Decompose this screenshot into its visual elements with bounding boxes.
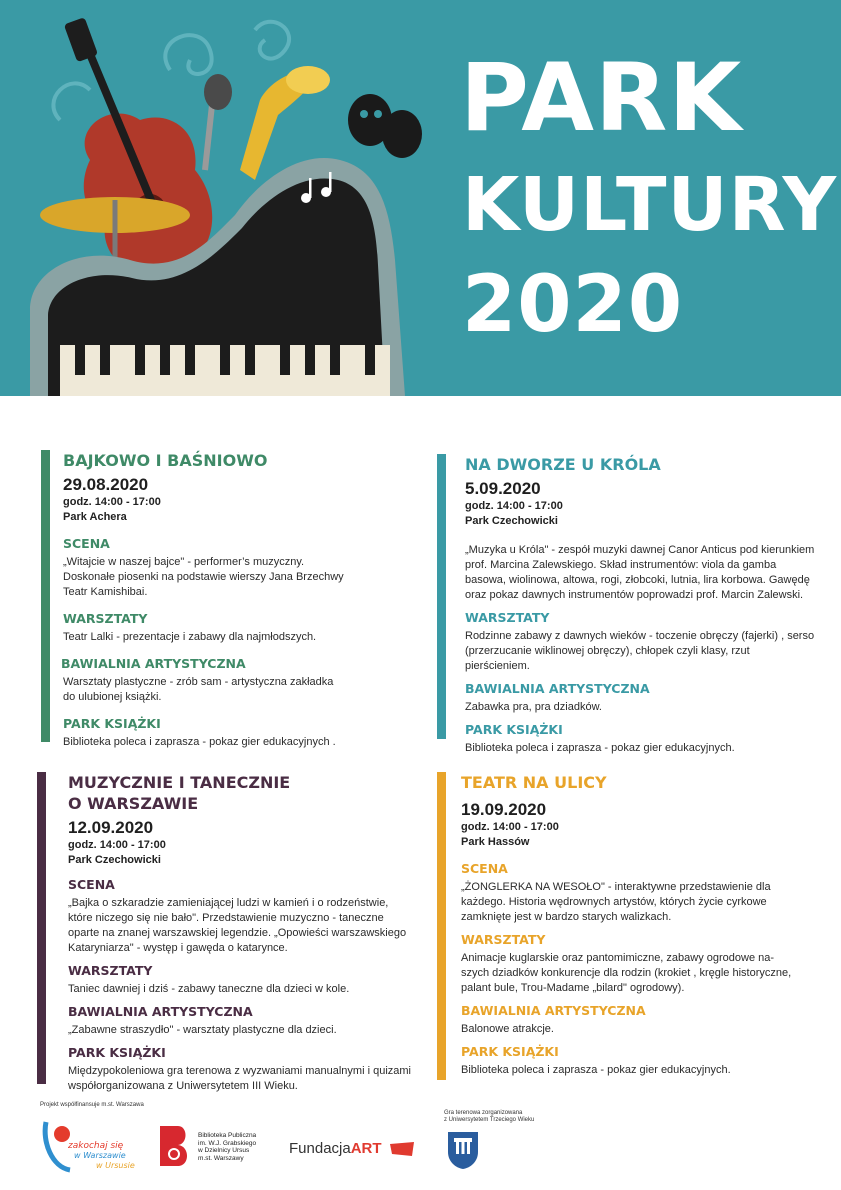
microphone-icon xyxy=(204,74,232,170)
block-text: Teatr Lalki - prezentacje i zabawy dla najmłodszych. xyxy=(63,631,317,643)
event-section-2 xyxy=(437,454,817,754)
event-date: 12.09.2020 xyxy=(68,818,154,837)
footer-logos xyxy=(0,1096,841,1190)
event-place: Park Czechowicki xyxy=(465,515,558,527)
event-date: 29.08.2020 xyxy=(63,475,149,494)
section-accent-bar xyxy=(437,454,446,739)
event-section-1 xyxy=(41,450,421,748)
game-note xyxy=(444,1110,534,1124)
block-text: Międzypokoleniowa gra terenowa z wyzwaniami manualnymi i quizami współorganizowana z Uniwersytetem III Wieku. xyxy=(68,1065,411,1092)
block-heading: SCENA xyxy=(461,861,508,876)
block-text: Animacje kuglarskie oraz pantomimiczne, zabawy ogrodowe na-szych dziadków konkurencje dla rodzin (krokiet , kręgle historyczne, palant bule, Trou-Madame „bilard" ogrodowy). xyxy=(461,952,792,994)
event-date: 19.09.2020 xyxy=(461,800,547,819)
library-logo-icon xyxy=(158,1124,190,1168)
block-text: „Muzyka u Króla" - zespół muzyki dawnej Canor Anticus pod kierunkiem prof. Marcina Zalewskiego. Skład instrumentów: viola da gamba basowa, wiolinowa, altowa, rogi, złobcoki, lutnia, lira korbowa. Gawędę oraz pokaz dawnych instrumentów poprowadzi prof. Marcin Zalewski. xyxy=(465,544,815,601)
ursus-logo-icon xyxy=(40,1112,140,1174)
art-text: ART xyxy=(350,1140,382,1157)
svg-text:w Ursusie: w Ursusie xyxy=(96,1161,135,1170)
event-date: 5.09.2020 xyxy=(465,479,541,498)
block-text: Balonowe atrakcje. xyxy=(461,1023,554,1035)
block-heading: PARK KSIĄŻKI xyxy=(461,1044,559,1059)
section-accent-bar xyxy=(437,772,446,1080)
block-text: Zabawka pra, pra dziadków. xyxy=(465,701,602,713)
svg-text:w Warszawie: w Warszawie xyxy=(74,1151,126,1160)
page-title-line-1: PARK xyxy=(460,44,743,153)
event-section-3 xyxy=(37,772,427,1092)
block-text: Biblioteka poleca i zaprasza - pokaz gier edukacyjnych . xyxy=(63,736,336,748)
library-line: m.st. Warszawy xyxy=(198,1154,244,1162)
section-title: MUZYCZNIE I TANECZNIE xyxy=(68,773,291,792)
block-heading: PARK KSIĄŻKI xyxy=(63,716,161,731)
guitar-icon xyxy=(64,17,212,276)
section-accent-bar xyxy=(41,450,50,742)
event-section-4 xyxy=(437,772,827,1080)
library-line: w Dzielnicy Ursus xyxy=(198,1147,250,1154)
block-text: Biblioteka poleca i zaprasza - pokaz gier edukacyjnych. xyxy=(461,1064,731,1076)
block-heading: SCENA xyxy=(63,536,110,551)
event-place: Park Czechowicki xyxy=(68,854,161,866)
block-text: Warsztaty plastyczne - zrób sam - artystyczna zakładka do ulubionej książki. xyxy=(63,676,334,703)
event-hours: godz. 14:00 - 17:00 xyxy=(68,839,166,851)
game-note-line: z Uniwersytetem Trzeciego Wieku xyxy=(444,1117,535,1123)
header-banner xyxy=(0,0,841,396)
block-text: „Witajcie w naszej bajce" - performer’s muzyczny. Doskonałe piosenki na podstawie wierszy Jana Brzechwy Teatr Kamishibai. xyxy=(63,556,344,598)
university-crest-icon xyxy=(446,1130,480,1170)
block-heading: BAWIALNIA ARTYSTYCZNA xyxy=(68,1004,253,1019)
block-text: Rodzinne zabawy z dawnych wieków - toczenie obręczy (fajerki) , serso (przerzucanie wiklinowej obręczy), chłopek czyli klasy, rzut pierścieniem. xyxy=(465,630,815,672)
library-name xyxy=(198,1132,256,1162)
block-text: „Zabawne straszydło" - warsztaty plastyczne dla dzieci. xyxy=(68,1024,337,1036)
theatre-masks-icon xyxy=(348,94,422,158)
game-note-line: Gra terenowa zorganizowana xyxy=(444,1110,523,1116)
block-heading: PARK KSIĄŻKI xyxy=(465,722,563,737)
section-title: BAJKOWO I BAŚNIOWO xyxy=(63,451,268,470)
page-title-line-3: 2020 xyxy=(462,260,684,350)
ursus-logo-text: zakochaj się xyxy=(68,1141,124,1151)
event-place: Park Hassów xyxy=(461,836,530,848)
section-title: TEATR NA ULICY xyxy=(461,773,607,792)
block-heading: BAWIALNIA ARTYSTYCZNA xyxy=(465,681,650,696)
block-text: „ŻONGLERKA NA WESOŁO" - interaktywne przedstawienie dla każdego. Historia wędrownych artystów, których życie cyrkowe zamknięte jest w bardzo starych walizkach. xyxy=(461,881,771,923)
block-text: Taniec dawniej i dziś - zabawy taneczne dla dzieci w kole. xyxy=(68,983,350,995)
block-heading: WARSZTATY xyxy=(465,610,550,625)
block-heading: WARSZTATY xyxy=(461,932,546,947)
event-hours: godz. 14:00 - 17:00 xyxy=(461,821,559,833)
section-title: NA DWORZE U KRÓLA xyxy=(465,455,661,474)
section-title-line-2: O WARSZAWIE xyxy=(68,794,199,813)
block-heading: SCENA xyxy=(68,877,115,892)
event-hours: godz. 14:00 - 17:00 xyxy=(465,500,563,512)
page-title-line-2: KULTURY xyxy=(462,162,838,248)
fundacja-art-logo xyxy=(289,1140,382,1157)
block-heading: BAWIALNIA ARTYSTYCZNA xyxy=(61,656,246,671)
brush-stroke-icon xyxy=(388,1140,416,1158)
cofinance-note: Projekt współfinansuje m.st. Warszawa xyxy=(40,1102,144,1108)
block-text: „Bajka o szkaradzie zamieniającej ludzi w kamień i o rodzeństwie, które niczego się nie bało". Przedstawienie muzyczno - taneczne oparte na znanej warszawskiej legendzie. „Opowieści warszawskiego Kataryniarza" - występ i gawęda o katarynce. xyxy=(68,897,407,954)
section-accent-bar xyxy=(37,772,46,1084)
block-heading: WARSZTATY xyxy=(63,611,148,626)
fundacja-text: Fundacja xyxy=(289,1140,351,1157)
event-hours: godz. 14:00 - 17:00 xyxy=(63,496,161,508)
event-place: Park Achera xyxy=(63,511,127,523)
library-line: Biblioteka Publiczna xyxy=(198,1132,257,1139)
block-heading: PARK KSIĄŻKI xyxy=(68,1045,166,1060)
library-line: im. W.J. Grabskiego xyxy=(198,1139,257,1147)
block-heading: WARSZTATY xyxy=(68,963,153,978)
illustration xyxy=(20,10,440,396)
block-text: Biblioteka poleca i zaprasza - pokaz gier edukacyjnych. xyxy=(465,742,735,754)
block-heading: BAWIALNIA ARTYSTYCZNA xyxy=(461,1003,646,1018)
